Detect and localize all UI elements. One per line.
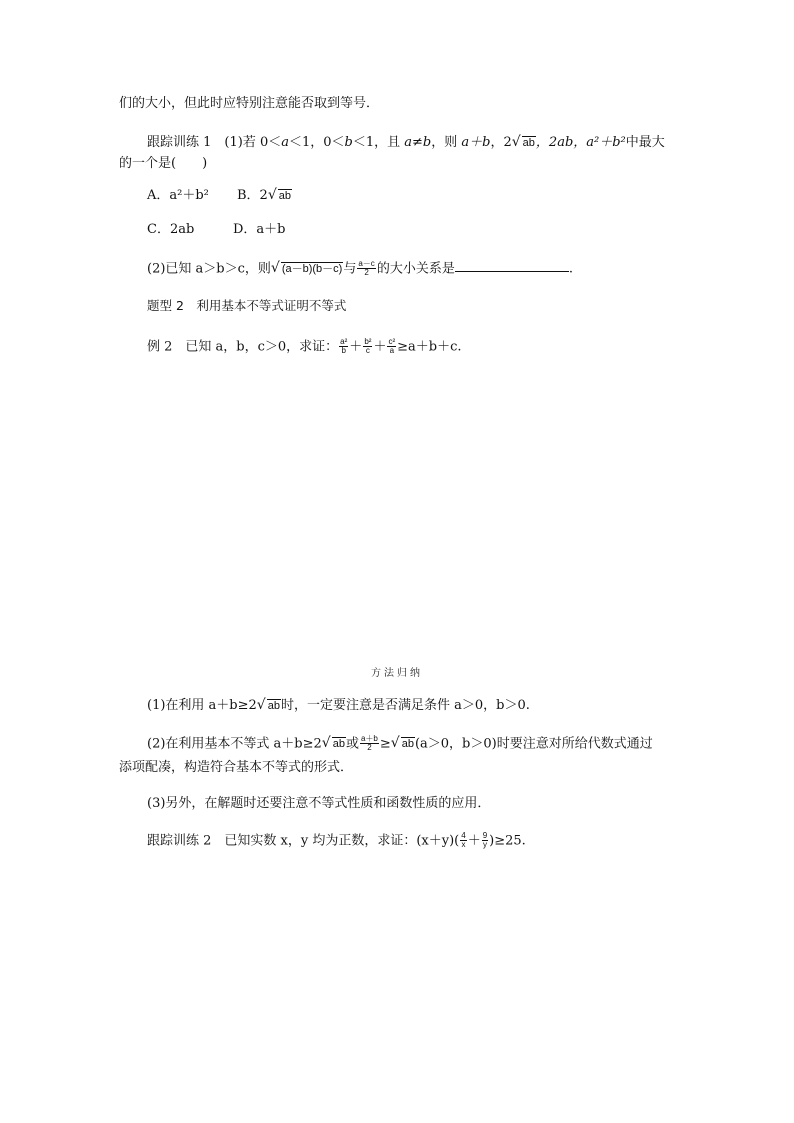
text-seg: ≥a＋b＋c. — [397, 339, 462, 355]
option-b-label: B．2 — [237, 188, 268, 203]
sqrt-ab — [391, 736, 415, 751]
denominator: y — [482, 840, 487, 850]
text-seg: 时，一定要注意是否满足条件 a＞0，b＞0. — [280, 698, 530, 713]
sqrt-icon: √ — [511, 134, 521, 150]
exercise-1-line2: 的一个是( ) — [119, 156, 208, 171]
text-seg: ＜1，且 — [352, 135, 405, 150]
cond-a-ne-b: a≠b — [404, 135, 432, 150]
numerator: a＋b — [360, 734, 378, 743]
denominator: b — [341, 346, 346, 356]
text-seg: 与 — [343, 261, 357, 277]
text-seg: ≥ — [379, 736, 391, 752]
fraction-c2-over-a — [387, 338, 396, 356]
text-seg: (a＞0，b＞0)时要注意对所给代数式通过 — [414, 736, 653, 752]
denominator: a — [389, 346, 395, 356]
sqrt-ab — [268, 188, 292, 203]
sqrt-ab — [322, 736, 346, 751]
denominator: x — [461, 840, 466, 850]
text-seg: 的大小关系是 — [376, 261, 455, 277]
numerator: c² — [388, 337, 396, 346]
example-2 — [147, 338, 462, 356]
method-point-3: (3)另外，在解题时还要注意不等式性质和函数性质的应用． — [147, 796, 491, 811]
expr-2ab: ，2ab， — [535, 135, 587, 150]
fraction-b2-over-c — [363, 338, 372, 356]
sqrt-icon: √ — [390, 735, 400, 752]
option-a: A．a²＋b² — [147, 188, 209, 203]
text-seg: )≥25. — [489, 833, 526, 849]
text-seg: 例 2 已知 a，b，c＞0，求证： — [147, 339, 339, 355]
method-summary-title: 方法归纳 — [371, 668, 423, 679]
denominator: c — [365, 346, 370, 356]
sqrt-ab — [257, 698, 281, 713]
text-seg: ，2 — [490, 135, 512, 150]
method-point-1 — [147, 698, 530, 713]
var-b: b — [344, 135, 353, 150]
fraction-a-plus-b-over-2 — [360, 735, 379, 753]
exercise-1-prefix: 跟踪训练 1 (1)若 0＜ — [147, 135, 282, 150]
radicand: ab — [522, 137, 535, 149]
plus-sign: ＋ — [373, 339, 387, 355]
text-seg: 跟踪训练 2 已知实数 x，y 均为正数，求证：(x＋y)( — [147, 833, 460, 849]
text-seg: ＜1，0＜ — [289, 135, 345, 150]
text-seg: ，则 — [431, 135, 462, 150]
radicand: ab — [332, 738, 345, 751]
exercise-2 — [147, 832, 526, 850]
fraction-a2-over-b — [339, 338, 348, 356]
text-seg: (1)在利用 a＋b≥2 — [147, 698, 257, 713]
plus-sign: ＋ — [349, 339, 363, 355]
var-a: a — [281, 135, 289, 150]
exercise-1-question — [147, 135, 665, 150]
answer-blank[interactable] — [455, 261, 569, 272]
sqrt-product — [271, 261, 343, 276]
radicand: ab — [401, 738, 414, 751]
plus-sign: ＋ — [467, 833, 481, 849]
text-seg: (2)在利用基本不等式 a＋b≥2 — [147, 736, 322, 752]
method-point-2-line2: 添项配凑，构造符合基本不等式的形式． — [119, 760, 354, 775]
fraction-a-minus-c-over-2 — [357, 260, 375, 278]
numerator: 9 — [482, 831, 488, 840]
text-seg: . — [568, 261, 573, 277]
text-seg: (2)已知 a＞b＞c，则 — [147, 261, 271, 277]
sqrt-icon: √ — [267, 187, 277, 203]
numerator: a－c — [358, 259, 375, 268]
exercise-1-part2 — [147, 260, 573, 278]
option-c: C．2ab — [147, 222, 195, 237]
numerator: a² — [340, 337, 348, 346]
expr-a-plus-b: a＋b — [461, 135, 491, 150]
sqrt-icon: √ — [270, 260, 280, 277]
sqrt-icon: √ — [321, 735, 331, 752]
option-d: D．a＋b — [233, 222, 286, 237]
method-point-2 — [147, 735, 653, 753]
text-line-1: 们的大小，但此时应特别注意能否取到等号． — [119, 96, 380, 111]
option-b — [237, 188, 292, 203]
numerator: 4 — [461, 831, 466, 840]
radicand: ab — [278, 190, 291, 202]
radicand: ab — [267, 700, 280, 712]
denominator: 2 — [367, 743, 372, 753]
expr-sum-squares: a²＋b² — [586, 135, 626, 150]
fraction-4-over-x — [460, 832, 466, 850]
denominator: 2 — [364, 268, 369, 278]
text-seg: 或 — [345, 736, 359, 752]
sqrt-ab — [512, 135, 536, 150]
section-heading-2: 题型 2 利用基本不等式证明不等式 — [147, 298, 347, 313]
radicand: (a－b)(b－c) — [281, 263, 343, 276]
text-seg: 中最大 — [625, 135, 665, 150]
fraction-9-over-y — [482, 832, 488, 850]
sqrt-icon: √ — [256, 697, 266, 713]
numerator: b² — [364, 337, 372, 346]
